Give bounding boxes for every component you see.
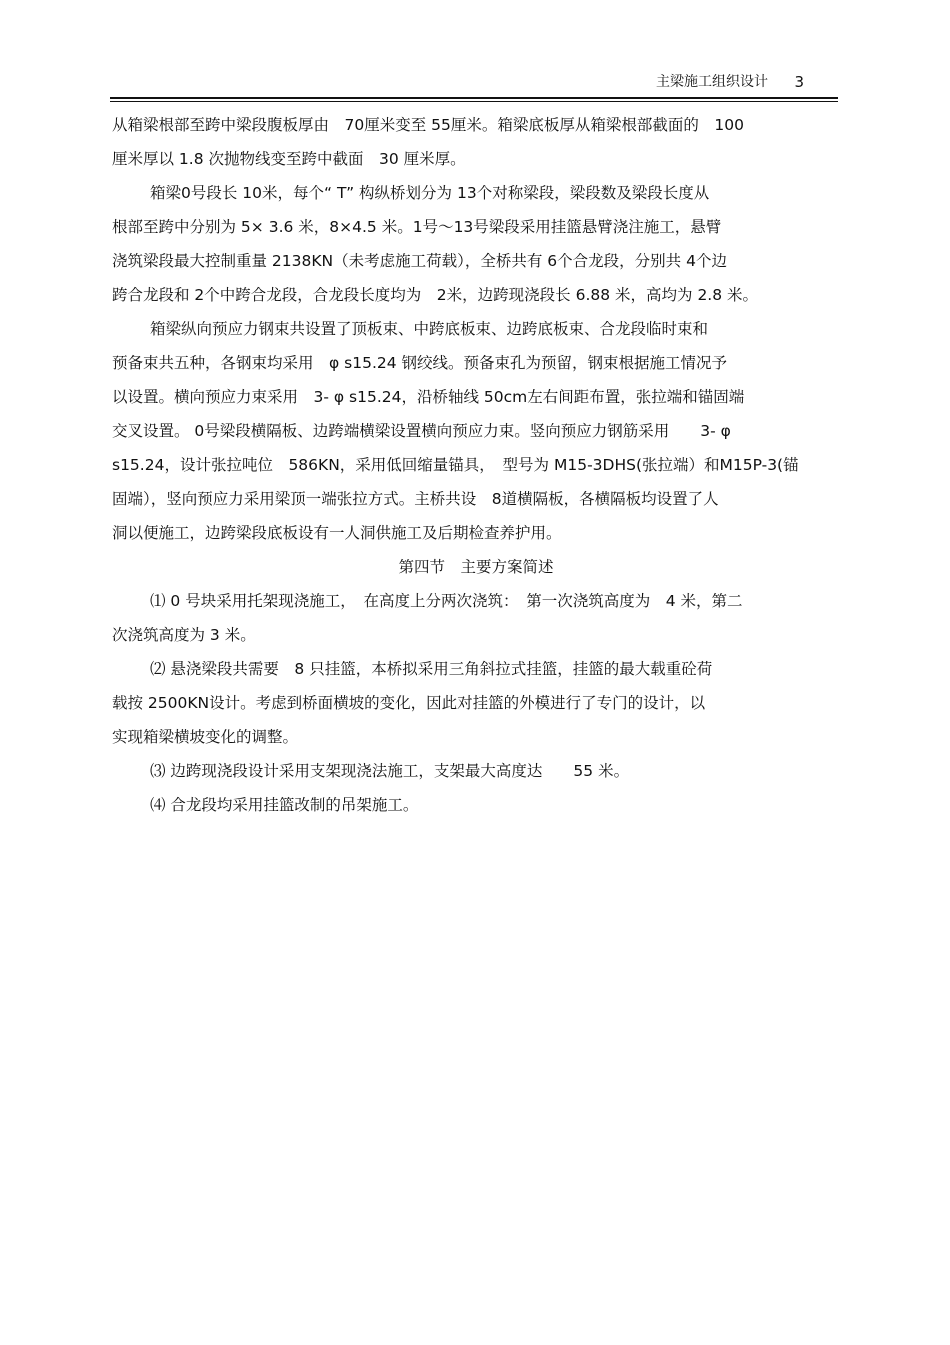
text-line: 交叉设置。 0号梁段横隔板、边跨端横梁设置横向预应力束。竖向预应力钢筋采用 3- φ [112, 422, 731, 440]
plan-item-line: ⑴ 0 号块采用托架现浇施工， 在高度上分两次浇筑： 第一次浇筑高度为 4 米，第二 [150, 592, 743, 610]
plan-item-line: ⑷ 合龙段均采用挂篮改制的吊架施工。 [150, 796, 419, 814]
text-line: 从箱梁根部至跨中梁段腹板厚由 70厘米变至 55厘米。箱梁底板厚从箱梁根部截面的 100 [112, 116, 744, 134]
header-rule-thin [110, 101, 838, 102]
text-line: 预备束共五种，各钢束均采用 φ s15.24 钢绞线。预备束孔为预留，钢束根据施工情况予 [112, 354, 728, 372]
plan-item-line: 次浇筑高度为 3 米。 [112, 626, 256, 644]
text-line: 箱梁纵向预应力钢束共设置了顶板束、中跨底板束、边跨底板束、合龙段临时束和 [150, 320, 709, 338]
document-body [112, 108, 840, 822]
text-line: 洞以便施工，边跨梁段底板设有一人洞供施工及后期检查养护用。 [112, 524, 562, 542]
plan-item-line: ⑶ 边跨现浇段设计采用支架现浇法施工，支架最大高度达 55 米。 [150, 762, 630, 780]
description-paragraphs [112, 108, 840, 550]
plan-items [112, 584, 840, 822]
section-title: 第四节 主要方案简述 [398, 558, 554, 576]
page-header [110, 72, 838, 94]
header-rule-thick [110, 97, 838, 99]
text-line: 固端），竖向预应力采用梁顶一端张拉方式。主桥共设 8道横隔板，各横隔板均设置了人 [112, 490, 719, 508]
text-line: 跨合龙段和 2个中跨合龙段，合龙段长度均为 2米，边跨现浇段长 6.88 米，高均为 2.8 米。 [112, 286, 759, 304]
plan-item-line: ⑵ 悬浇梁段共需要 8 只挂篮，本桥拟采用三角斜拉式挂篮，挂篮的最大载重砼荷 [150, 660, 713, 678]
header-title: 主梁施工组织设计 [656, 74, 768, 90]
text-line: s15.24，设计张拉吨位 586KN，采用低回缩量锚具， 型号为 M15-3DHS(张拉端）和M15P-3(锚 [112, 456, 799, 474]
page-number: 3 [794, 73, 804, 91]
text-line: 箱梁0号段长 10米，每个“ T” 构纵桥划分为 13个对称梁段，梁段数及梁段长度从 [150, 184, 710, 202]
text-line: 根部至跨中分别为 5× 3.6 米，8×4.5 米。1号～13号梁段采用挂篮悬臂浇注施工，悬臂 [112, 218, 722, 236]
text-line: 浇筑梁段最大控制重量 2138KN（未考虑施工荷载），全桥共有 6个合龙段，分别共 4个边 [112, 252, 727, 270]
text-line: 以设置。横向预应力束采用 3- φ s15.24，沿桥轴线 50cm左右间距布置，张拉端和锚固端 [112, 388, 745, 406]
plan-item-line: 载按 2500KN设计。考虑到桥面横坡的变化，因此对挂篮的外模进行了专门的设计，以 [112, 694, 706, 712]
text-line: 厘米厚以 1.8 次抛物线变至跨中截面 30 厘米厚。 [112, 150, 466, 168]
plan-item-line: 实现箱梁横坡变化的调整。 [112, 728, 299, 746]
